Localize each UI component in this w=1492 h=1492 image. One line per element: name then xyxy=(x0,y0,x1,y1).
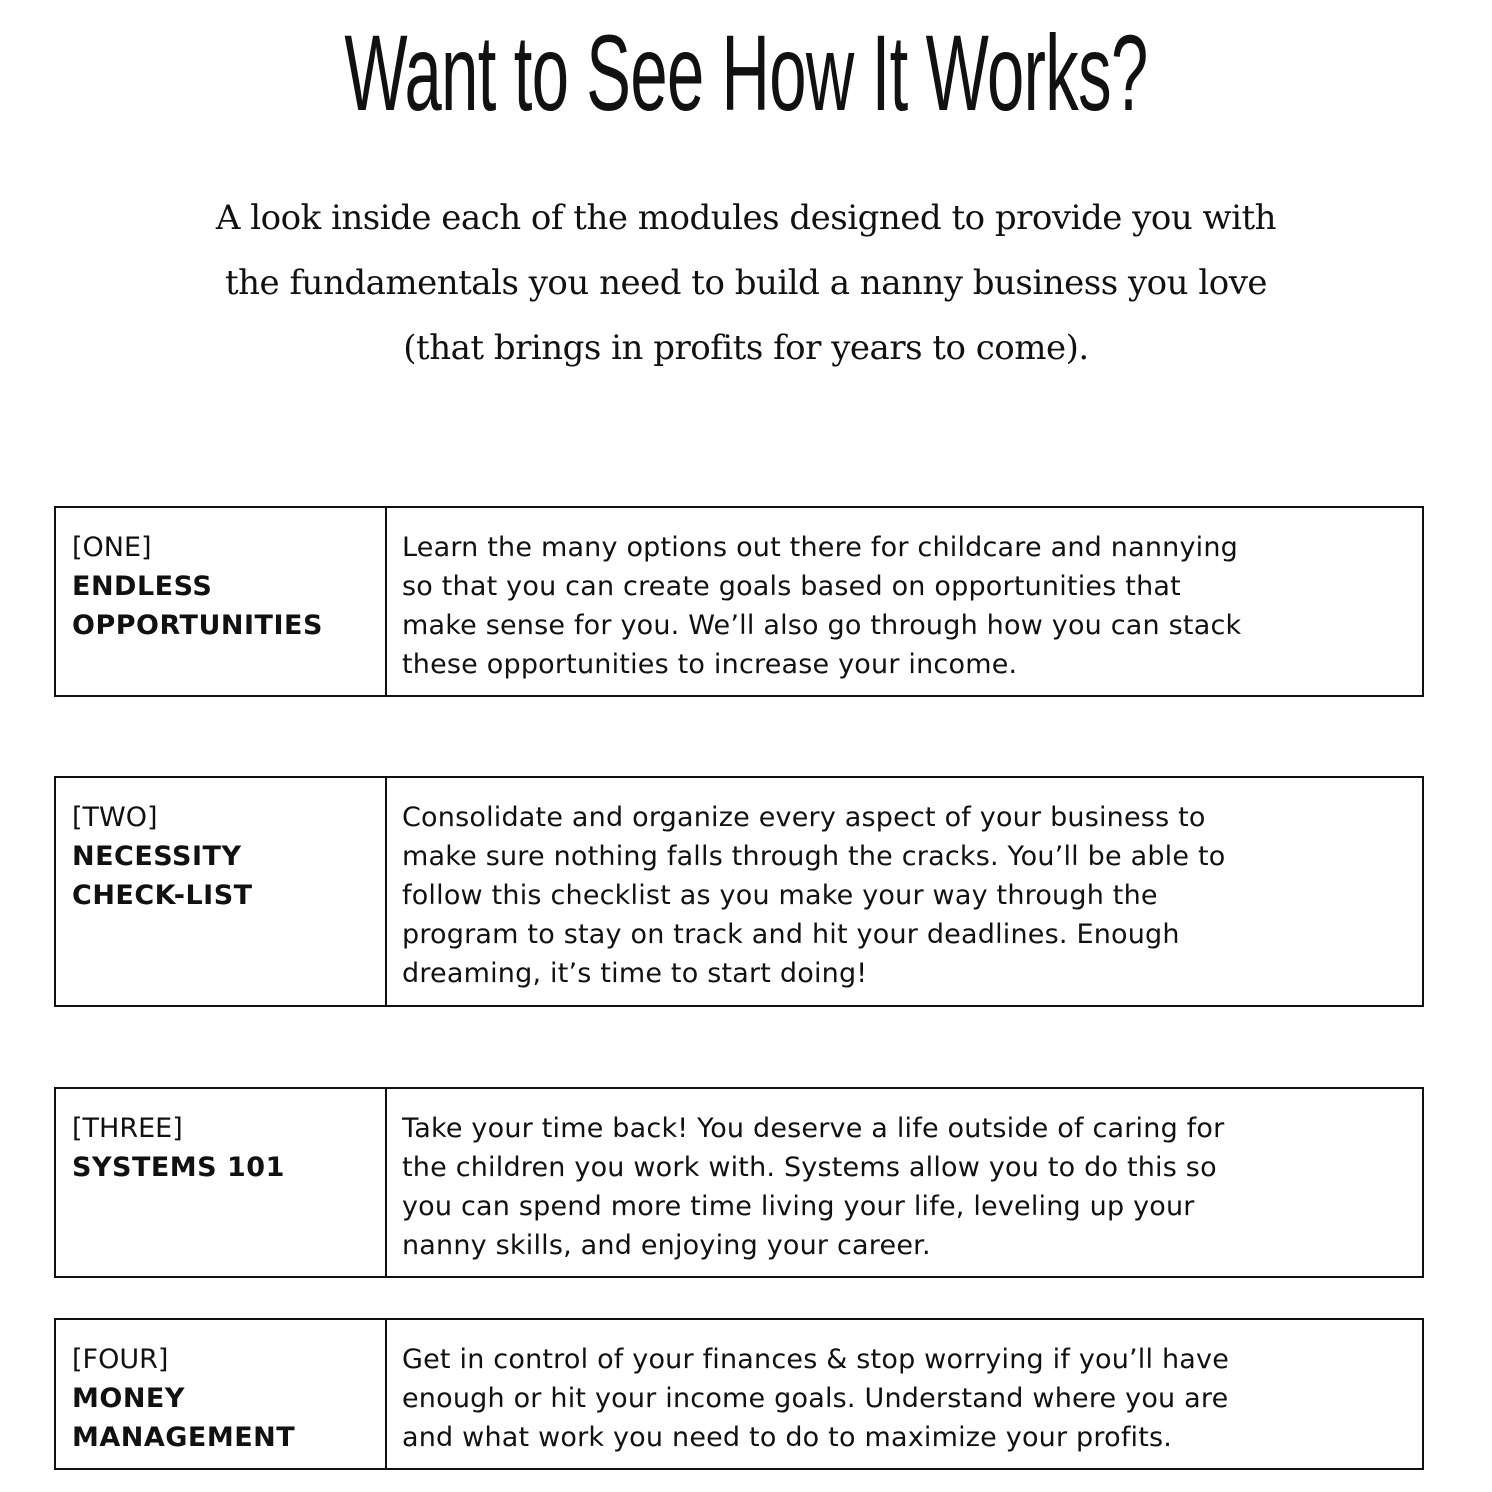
module-description xyxy=(387,1089,1422,1276)
description-line: make sure nothing falls through the cracks. You’ll be able to xyxy=(402,841,1226,872)
description-line: Get in control of your finances & stop worrying if you’ll have xyxy=(402,1344,1230,1375)
module-name: MANAGEMENT xyxy=(72,1422,296,1453)
module-card-one xyxy=(54,506,1424,697)
description-line: make sense for you. We’ll also go through how you can stack xyxy=(402,610,1242,641)
module-number: [THREE] xyxy=(72,1113,183,1144)
description-line: you can spend more time living your life, leveling up your xyxy=(402,1191,1195,1222)
module-description xyxy=(387,1320,1422,1468)
module-number: [ONE] xyxy=(72,532,152,563)
module-name: NECESSITY xyxy=(72,841,242,872)
page-title: Want to See How It Works? xyxy=(344,12,1148,133)
subtitle-line: the fundamentals you need to build a nanny business you love xyxy=(224,263,1268,303)
module-name: MONEY xyxy=(72,1383,185,1414)
description-line: enough or hit your income goals. Understand where you are xyxy=(402,1383,1229,1414)
page-subtitle xyxy=(196,186,1296,381)
subtitle-line: A look inside each of the modules designed to provide you with xyxy=(215,198,1277,238)
module-name: OPPORTUNITIES xyxy=(72,610,323,641)
module-name: CHECK-LIST xyxy=(72,880,253,911)
module-number: [FOUR] xyxy=(72,1344,169,1375)
description-line: the children you work with. Systems allow you to do this so xyxy=(402,1152,1217,1183)
module-card-four xyxy=(54,1318,1424,1470)
description-line: so that you can create goals based on opportunities that xyxy=(402,571,1181,602)
module-label xyxy=(56,508,387,695)
description-line: Consolidate and organize every aspect of your business to xyxy=(402,802,1206,833)
description-line: nanny skills, and enjoying your career. xyxy=(402,1230,931,1261)
description-line: and what work you need to do to maximize your profits. xyxy=(402,1422,1173,1453)
module-label xyxy=(56,1320,387,1468)
description-line: Learn the many options out there for childcare and nannying xyxy=(402,532,1238,563)
module-card-three xyxy=(54,1087,1424,1278)
module-name: SYSTEMS 101 xyxy=(72,1152,285,1183)
description-line: Take your time back! You deserve a life outside of caring for xyxy=(402,1113,1225,1144)
description-line: dreaming, it’s time to start doing! xyxy=(402,958,868,989)
subtitle-line: (that brings in profits for years to come). xyxy=(403,328,1089,368)
module-label xyxy=(56,778,387,1005)
module-description xyxy=(387,778,1422,1005)
module-name: ENDLESS xyxy=(72,571,213,602)
description-line: follow this checklist as you make your way through the xyxy=(402,880,1158,911)
module-card-two xyxy=(54,776,1424,1007)
description-line: program to stay on track and hit your deadlines. Enough xyxy=(402,919,1180,950)
module-label xyxy=(56,1089,387,1276)
module-number: [TWO] xyxy=(72,802,158,833)
description-line: these opportunities to increase your income. xyxy=(402,649,1018,680)
module-description xyxy=(387,508,1422,695)
